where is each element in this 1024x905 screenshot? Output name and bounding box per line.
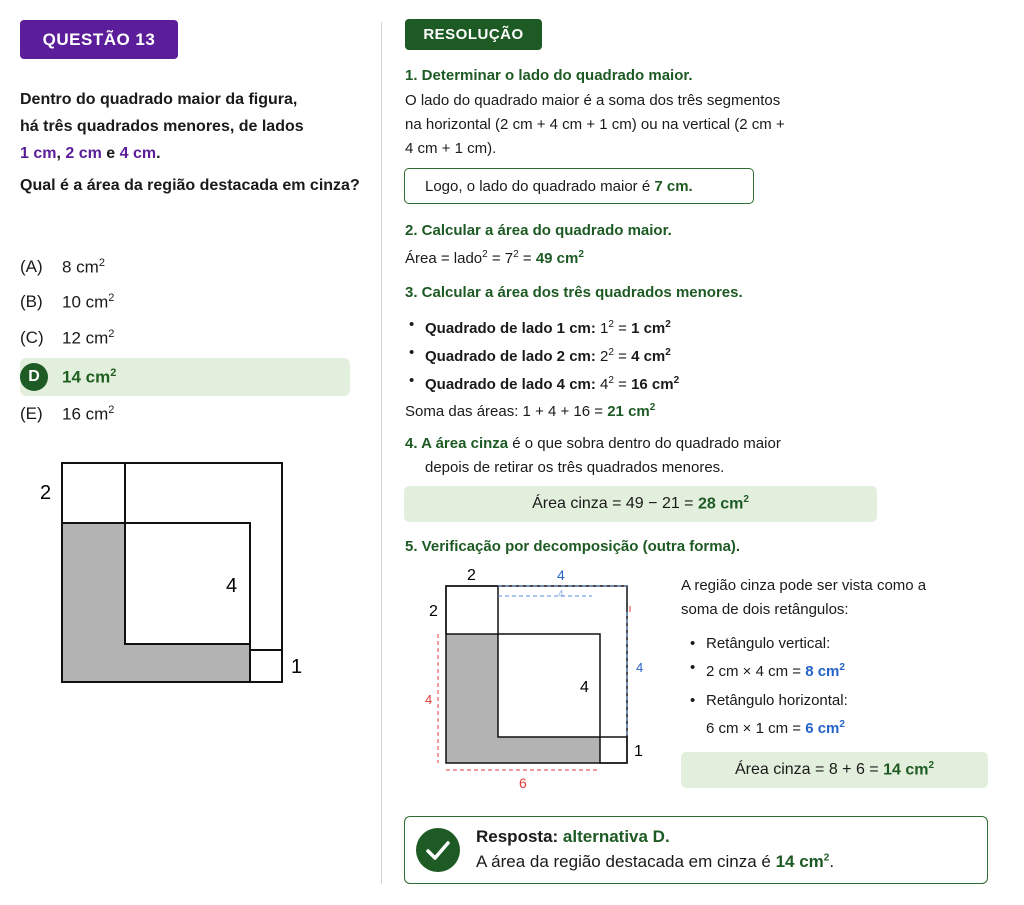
option-value: 16 $cm^2$ [62, 403, 115, 424]
option-letter-circle: D [20, 363, 48, 391]
svg-text:4: 4 [558, 589, 564, 600]
option-letter: (B) [20, 292, 43, 311]
rect-horizontal-calc: 6 cm × 1 cm = 6 $cm^2$ [706, 719, 845, 737]
option-e[interactable] [20, 398, 350, 430]
step5-title: 5. Verificação por decomposição (outra forma). [405, 538, 741, 555]
question-line-1: Dentro do quadrado maior da figura, [20, 91, 298, 108]
question-line-2: há três quadrados menores, de lados [20, 118, 304, 135]
answer-text: A área da região destacada em cinza é 14 $cm^2$. [476, 852, 835, 871]
step1-title: 1. Determinar o lado do quadrado maior. [405, 67, 693, 84]
question-ask: Qual é a área da região destacada em cinza? [20, 177, 360, 194]
step5-result-box: Área cinza = 8 + 6 = 14 $cm^2$ [681, 752, 988, 788]
fig-label-4: 4 [226, 575, 238, 597]
option-value: 10 $cm^2$ [62, 291, 115, 312]
sep-2: e [101, 145, 120, 162]
option-c[interactable] [20, 322, 350, 354]
rect-list-2 [686, 689, 848, 741]
option-value: 14 $cm^2$ [62, 366, 117, 387]
question-sides [20, 140, 365, 167]
option-letter: (E) [20, 404, 43, 423]
option-b[interactable] [20, 286, 350, 318]
step1-body: O lado do quadrado maior é a soma dos três segmentos na horizontal (2 cm + 4 cm + 1 cm) ou na vertical (2 cm + 4 cm + 1 cm). [405, 92, 785, 157]
svg-text:1: 1 [634, 743, 643, 760]
svg-text:4: 4 [636, 660, 644, 675]
side-3: 4 cm [119, 145, 157, 162]
svg-text:4: 4 [557, 567, 565, 583]
option-value: 8 $cm^2$ [62, 256, 105, 277]
resolution-badge: RESOLUÇÃO [405, 19, 542, 50]
svg-text:2: 2 [467, 567, 476, 584]
sep-1: , [56, 145, 66, 162]
fig-label-2: 2 [40, 482, 52, 504]
square-1 [250, 650, 282, 682]
option-letter: (C) [20, 328, 44, 347]
svg-text:6: 6 [519, 775, 527, 791]
check-icon [416, 828, 460, 872]
answer-title: Resposta: alternativa D. [476, 827, 670, 846]
option-d-selected[interactable] [20, 358, 350, 396]
bullet-square-4: • Quadrado de lado 4 cm: $4^2 = 16$ $cm^2$ [405, 369, 679, 397]
option-value: 12 $cm^2$ [62, 327, 115, 348]
step3-title: 3. Calcular a área dos três quadrados menores. [405, 284, 743, 301]
rect-horizontal-label: • Retângulo horizontal: [686, 689, 848, 713]
bullet-square-1: • Quadrado de lado 1 cm: $1^2 = 1$ $cm^2$ [405, 313, 679, 341]
question-figure [30, 455, 320, 695]
bullet-square-2: • Quadrado de lado 2 cm: $2^2 = 4$ $cm^2$ [405, 341, 679, 369]
sep-end: . [156, 145, 161, 162]
gray-region-2 [446, 634, 600, 763]
step4-result-box: Área cinza = 49 − 21 = 28 $cm^2$ [404, 486, 877, 522]
option-a[interactable] [20, 251, 350, 283]
gray-region [62, 523, 250, 682]
square-2 [62, 463, 125, 523]
step3-list [405, 313, 679, 397]
sum-areas: Soma das áreas: 1 + 4 + 16 = 21 $cm^2$ [405, 402, 656, 420]
side-1: 1 cm [20, 145, 57, 162]
rect-vertical-calc: • 2 cm × 4 cm = 8 $cm^2$ [686, 656, 845, 684]
step1-conclusion-box: Logo, o lado do quadrado maior é 7 cm. [404, 168, 754, 204]
side-2: 2 cm [65, 145, 102, 162]
fig-label-1: 1 [291, 656, 303, 678]
decomposition-figure [412, 562, 662, 792]
step2-title: 2. Calcular a área do quadrado maior. [405, 222, 672, 239]
question-text [20, 86, 365, 167]
option-letter: (A) [20, 257, 43, 276]
step5-body: A região cinza pode ser vista como a soma de dois retângulos: [681, 577, 927, 618]
svg-text:4: 4 [425, 692, 433, 707]
rect-list [686, 632, 845, 684]
step2-body: Área = lado$^2$ = $7^2 = 49$ $cm^2$ [405, 249, 584, 267]
rect-vertical-label: • Retângulo vertical: [686, 632, 845, 656]
question-badge: QUESTÃO 13 [20, 20, 178, 59]
svg-text:2: 2 [429, 603, 438, 620]
step4-body: 4. A área cinza é o que sobra dentro do quadrado maior depois de retirar os três quadrados menores. [405, 435, 781, 476]
column-divider [381, 22, 382, 884]
svg-text:4: 4 [580, 679, 589, 696]
